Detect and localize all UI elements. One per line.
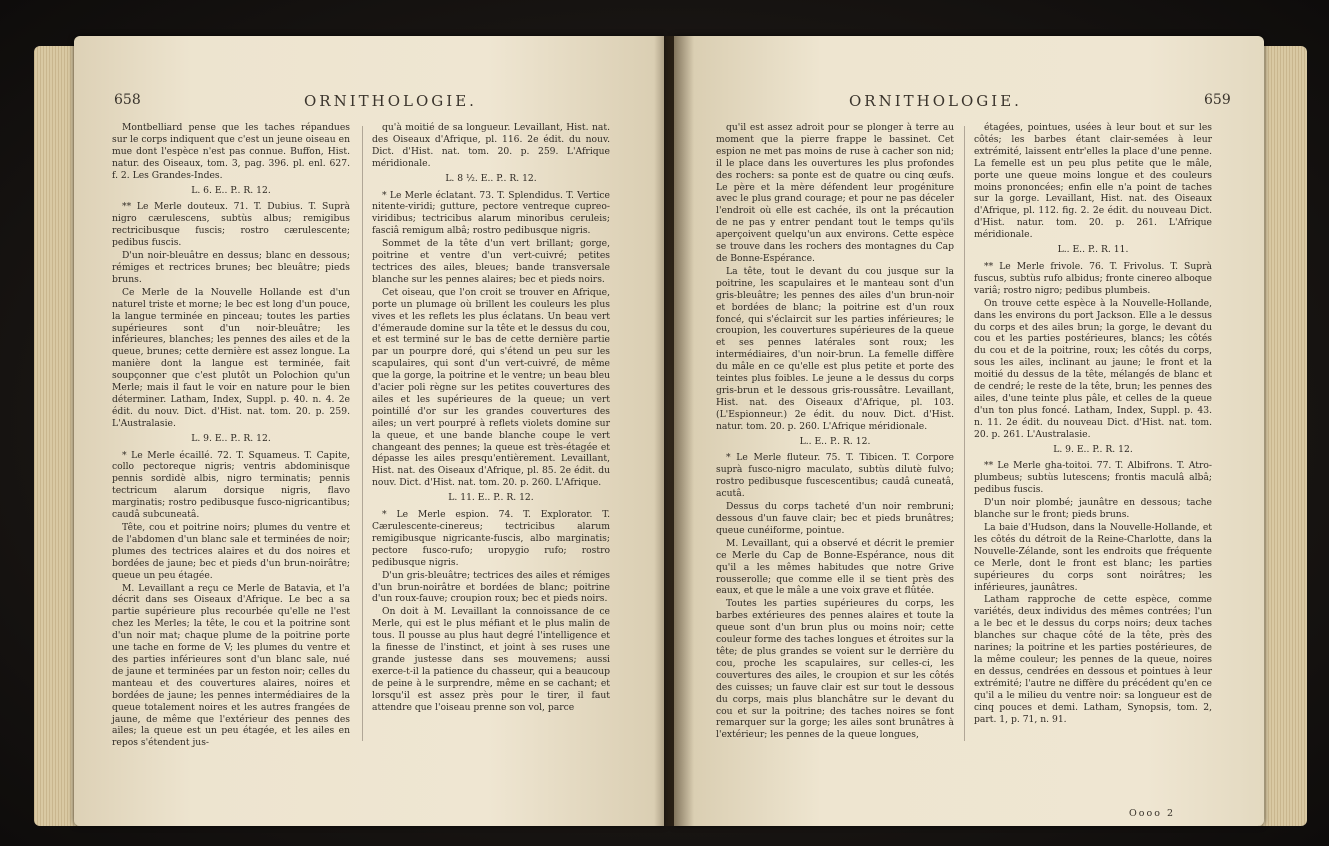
right-column-rule	[964, 126, 965, 741]
book-gutter	[654, 36, 694, 826]
paragraph: D'un gris-bleuâtre; tectrices des ailes et rémiges d'un brun-noirâtre et bordées de blanc; poitrine d'un roux-fauve; croupion roux; bec et pieds noirs.	[372, 569, 610, 605]
paragraph: Dessus du corps tacheté d'un noir rembruni; dessous d'un fauve clair; bec et pieds brunâtres; queue cunéiforme, pointue.	[716, 501, 954, 536]
paragraph: M. Levaillant, qui a observé et décrit le premier ce Merle du Cap de Bonne-Espérance, nous dit qu'il a les mêmes habitudes que notre Grive rousserolle; que comme elle il se tient près des eaux, et que le mâle a une voix grave et flûtée.	[716, 537, 954, 597]
right-page-edges	[1259, 46, 1307, 826]
paragraph: D'un noir-bleuâtre en dessus; blanc en dessous; rémiges et rectrices brunes; bec bleuâtre; pieds bruns.	[112, 250, 350, 285]
paragraph: L. 6. E.. P.. R. 12.	[191, 184, 271, 196]
paragraph: L.. E.. P.. R. 11.	[1057, 244, 1129, 256]
paragraph: L. 11. E.. P.. R. 12.	[448, 492, 534, 504]
right-column-1	[716, 122, 954, 742]
paragraph: On doit à M. Levaillant la connoissance de ce Merle, qui est le plus méfiant et le plus malin de tous. Il pousse au plus haut degré l'intelligence et la finesse de l'instinct, et joint à ses ruses une grande justesse dans ses mouvemens; aussi exerce-t-il la patience du chasseur, qui a beaucoup de peine à le surprendre, même en se cachant; et lorsqu'il est assez près pour le tirer, il faut attendre que l'oiseau prenne son vol, parce	[372, 606, 610, 713]
paragraph: ** Le Merle frivole. 76. T. Frivolus. T. Suprà fuscus, subtùs rufo albidus; fronte cinereo alboque variâ; rostro nigro; pedibus plumbeis.	[974, 260, 1212, 296]
paragraph: Tête, cou et poitrine noirs; plumes du ventre et de l'abdomen d'un blanc sale et terminées de noir; plumes des tectrices alaires et du dos noires et bordées de jaune; bec et pieds d'un brun-noirâtre; queue un peu étagée.	[112, 522, 350, 581]
paragraph: L. 8 ½. E.. P.. R. 12.	[445, 172, 537, 184]
paragraph: * Le Merle fluteur. 75. T. Tibicen. T. Corpore suprà fusco-nigro maculato, subtùs dilutè fulvo; rostro pedibusque fuscescentibus; caudâ cuneatâ, acutâ.	[716, 452, 954, 500]
paragraph: qu'à moitié de sa longueur. Levaillant, Hist. nat. des Oiseaux d'Afrique, pl. 116. 2e édit. du nouv. Dict. d'Hist. nat. tom. 20. p. 259. L'Afrique méridionale.	[372, 122, 610, 169]
right-running-head: ORNITHOLOGIE.	[849, 92, 1022, 110]
left-column-2	[372, 122, 610, 715]
paragraph: qu'il est assez adroit pour se plonger à terre au moment que la pierre frappe le bassinet. Cet espion ne met pas moins de ruse à cacher son nid; il le place dans les ouvertures les plus profondes des rochers: sa ponte est de quatre ou cinq œufs. Le père et la mère défendent leur progéniture avec le plus grand courage; et pour ne pas déceler l'endroit où elle est cachée, ils ont la précaution de ne pas y entrer pendant tout le temps qu'ils aperçoivent quelqu'un aux environs. Cette espèce se trouve dans les rochers des montagnes du Cap de Bonne-Espérance.	[716, 122, 954, 264]
open-book	[14, 16, 1314, 831]
paragraph: ** Le Merle douteux. 71. T. Dubius. T. Suprà nigro cærulescens, subtùs albus; remigibus rectricibusque fuscis; rostro cærulescente; pedibus fuscis.	[112, 201, 350, 249]
paragraph: L. 9. E.. P.. R. 12.	[191, 432, 271, 444]
paragraph: * Le Merle écaillé. 72. T. Squameus. T. Capite, collo pectoreque nigris; ventris abdominisque pennis sordidè albis, nigro terminatis; pennis tectricum alarum dorsique nigris, flavo marginatis; rostro pedibusque fusco-nigricantibus; caudâ subcuneatâ.	[112, 449, 350, 521]
paragraph: * Le Merle éclatant. 73. T. Splendidus. T. Vertice nitente-viridi; gutture, pectore ventreque cupreo-viridibus; tectricibus alarum minoribus ceruleis; fasciâ remigum albâ; rostro pedibusque nigris.	[372, 189, 610, 237]
left-column-rule	[362, 126, 363, 741]
paragraph: * Le Merle espion. 74. T. Explorator. T. Cærulescente-cinereus; tectricibus alarum remigibusque nigricante-fuscis, albo marginatis; pectore fusco-rufo; uropygio rufo; rostro pedibusque nigris.	[372, 509, 610, 568]
right-column-2	[974, 122, 1212, 726]
left-column-1	[112, 122, 350, 750]
left-page	[74, 36, 664, 826]
paragraph: Sommet de la tête d'un vert brillant; gorge, poitrine et ventre d'un vert-cuivré; petites tectrices des ailes, bleues; bande transversale blanche sur les pennes alaires; bec et pieds noirs.	[372, 238, 610, 285]
left-running-head: ORNITHOLOGIE.	[304, 92, 477, 110]
paragraph: La baie d'Hudson, dans la Nouvelle-Hollande, et les côtés du détroit de la Reine-Charlotte, dans la Nouvelle-Zélande, sont les endroits que fréquente ce Merle, dont le front est blanc; les parties supérieures du corps sont noirâtres; les inférieures, jaunâtres.	[974, 522, 1212, 593]
paragraph: Cet oiseau, que l'on croit se trouver en Afrique, porte un plumage où brillent les couleurs les plus vives et les reflets les plus éclatans. Un beau vert d'émeraude domine sur la tête et le dessus du cou, et est terminé sur le bas de cette dernière partie par un pourpre doré, qui s'étend un peu sur les scapulaires, qui sont d'un vert-cuivré, de même que la gorge, la poitrine et le ventre; un beau bleu d'acier poli règne sur les petites couvertures des ailes et les supérieures de la queue; un vert pointillé d'or sur les grandes couvertures des ailes; un vert pourpré à reflets violets domine sur la queue, et une bande blanche coupe le vert changeant des pennes; la queue est très-étagée et dépasse les ailes presqu'entièrement. Levaillant, Hist. nat. des Oiseaux d'Afrique, pl. 85. 2e édit. du nouv. Dict. d'Hist. nat. tom. 20. p. 260. L'Afrique.	[372, 286, 610, 489]
paragraph: Toutes les parties supérieures du corps, les barbes extérieures des pennes alaires et toute la queue sont d'un brun plus ou moins noir; cette couleur forme des taches longues et étroites sur la tête; de plus grandes se voient sur le derrière du cou, proche les scapulaires, sur celles-ci, les couvertures des ailes, le croupion et sur les côtés des cuisses; un fauve clair est sur tout le dessous du corps, mais plus blanchâtre sur le devant du cou et sur la poitrine; des taches noires se font remarquer sur la gorge; les ailes sont brunâtres à l'extérieur; les pennes de la queue longues,	[716, 598, 954, 741]
paragraph: étagées, pointues, usées à leur bout et sur les côtés; les barbes étant clair-semées à leur extrémité, laissent entr'elles la place d'une penne. La femelle est un peu plus petite que le mâle, porte une queue moins longue et des couleurs moins prononcées; enfin elle n'a point de taches sur la gorge. Levaillant, Hist. nat. des Oiseaux d'Afrique, pl. 112. fig. 2. 2e édit. du nouveau Dict. d'Hist. natur. tom. 20. p. 261. L'Afrique méridionale.	[974, 122, 1212, 241]
right-page-number: 659	[1204, 92, 1231, 108]
paragraph: On trouve cette espèce à la Nouvelle-Hollande, dans les environs du port Jackson. Elle a le dessus du corps et des ailes brun; la gorge, le devant du cou et les parties postérieures, blancs; les côtés du cou et de la poitrine, roux; les côtés du corps, sous les ailes, inclinant au jaune; le front et la moitié du dessus de la tête, mélangés de blanc et de cendré; le reste de la tête, brun; les pennes des ailes, d'une teinte plus pâle, et celles de la queue d'un ton plus foncé. Latham, Index, Suppl. p. 43. n. 11. 2e édit. du nouveau Dict. d'Hist. nat. tom. 20. p. 261. L'Australasie.	[974, 297, 1212, 440]
paragraph: M. Levaillant a reçu ce Merle de Batavia, et l'a décrit dans ses Oiseaux d'Afrique. Le bec a sa partie supérieure plus recourbée qu'elle ne l'est chez les Merles; la tête, le cou et la poitrine sont d'un noir mat; chaque plume de la poitrine porte une tache en forme de V; les plumes du ventre et des parties inférieures sont d'un blanc sale, nué de jaune et terminées par un feston noir; celles du manteau et des couvertures alaires, noires et bordées de jaune; les pennes intermédiaires de la queue totalement noires et les autres frangées de jaune, de même que l'extérieur des pennes des ailes; la queue est un peu étagée, et les ailes en repos s'étendent jus-	[112, 582, 350, 749]
paragraph: Montbelliard pense que les taches répandues sur le corps indiquent que c'est un jeune oiseau en mue dont l'espèce n'est pas connue. Buffon, Hist. natur. des Oiseaux, tom. 3, pag. 396. pl. enl. 627. f. 2. Les Grandes-Indes.	[112, 122, 350, 181]
paragraph: La tête, tout le devant du cou jusque sur la poitrine, les scapulaires et le manteau sont d'un gris-bleuâtre; les pennes des ailes d'un brun-noir et bordées de blanc; la poitrine est d'un roux foncé, qui s'éclaircit sur les parties inférieures; le croupion, les couvertures supérieures de la queue et ses pennes latérales sont roux; les intermédiaires, d'un noir-brun. La femelle diffère du mâle en ce qu'elle est plus petite et porte des teintes plus foibles. Le jeune a le dessus du corps gris-brun et le dessous gris-roussâtre. Levaillant, Hist. nat. des Oiseaux d'Afrique, pl. 103. (L'Espionneur.) 2e édit. du nouv. Dict. d'Hist. natur. tom. 20. p. 260. L'Afrique méridionale.	[716, 265, 954, 432]
left-page-number: 658	[114, 92, 141, 108]
paragraph: D'un noir plombé; jaunâtre en dessous; tache blanche sur le front; pieds bruns.	[974, 497, 1212, 521]
right-page	[674, 36, 1264, 826]
paragraph: ** Le Merle gha-toitoi. 77. T. Albifrons. T. Atro-plumbeus; subtùs lutescens; frontis maculâ albâ; pedibus fuscis.	[974, 460, 1212, 496]
paragraph: L.. E.. P.. R. 12.	[799, 435, 871, 447]
paragraph: Ce Merle de la Nouvelle Hollande est d'un naturel triste et morne; le bec est long d'un pouce, la langue terminée en pinceau; toutes les parties supérieures sont d'un noir-bleuâtre; les inférieures, blanches; les pennes des ailes et de la queue, brunes; cette dernière est assez longue. La manière dont la langue est terminée, fait soupçonner que c'est plutôt un Polochion qu'un Merle; mais il faut le voir en nature pour le bien déterminer. Latham, Index, Suppl. p. 40. n. 4. 2e édit. du nouv. Dict. d'Hist. nat. tom. 20. p. 259. L'Australasie.	[112, 286, 350, 429]
paragraph: Latham rapproche de cette espèce, comme variétés, deux individus des mêmes contrées; l'un a le bec et le dessus du corps noirs; deux taches blanches sur chaque côté de la tête, près des narines; la poitrine et les parties postérieures, de la même couleur; les pennes de la queue, noires en dessus, cendrées en dessous et pointues à leur extrémité; l'autre ne diffère du précédent qu'en ce qu'il a le milieu du ventre noir: sa longueur est de cinq pouces et demi. Latham, Synopsis, tom. 2, part. 1, p. 71, n. 91.	[974, 594, 1212, 725]
paragraph: L. 9. E.. P.. R. 12.	[1053, 443, 1133, 455]
signature-mark: Oooo 2	[1129, 808, 1176, 819]
